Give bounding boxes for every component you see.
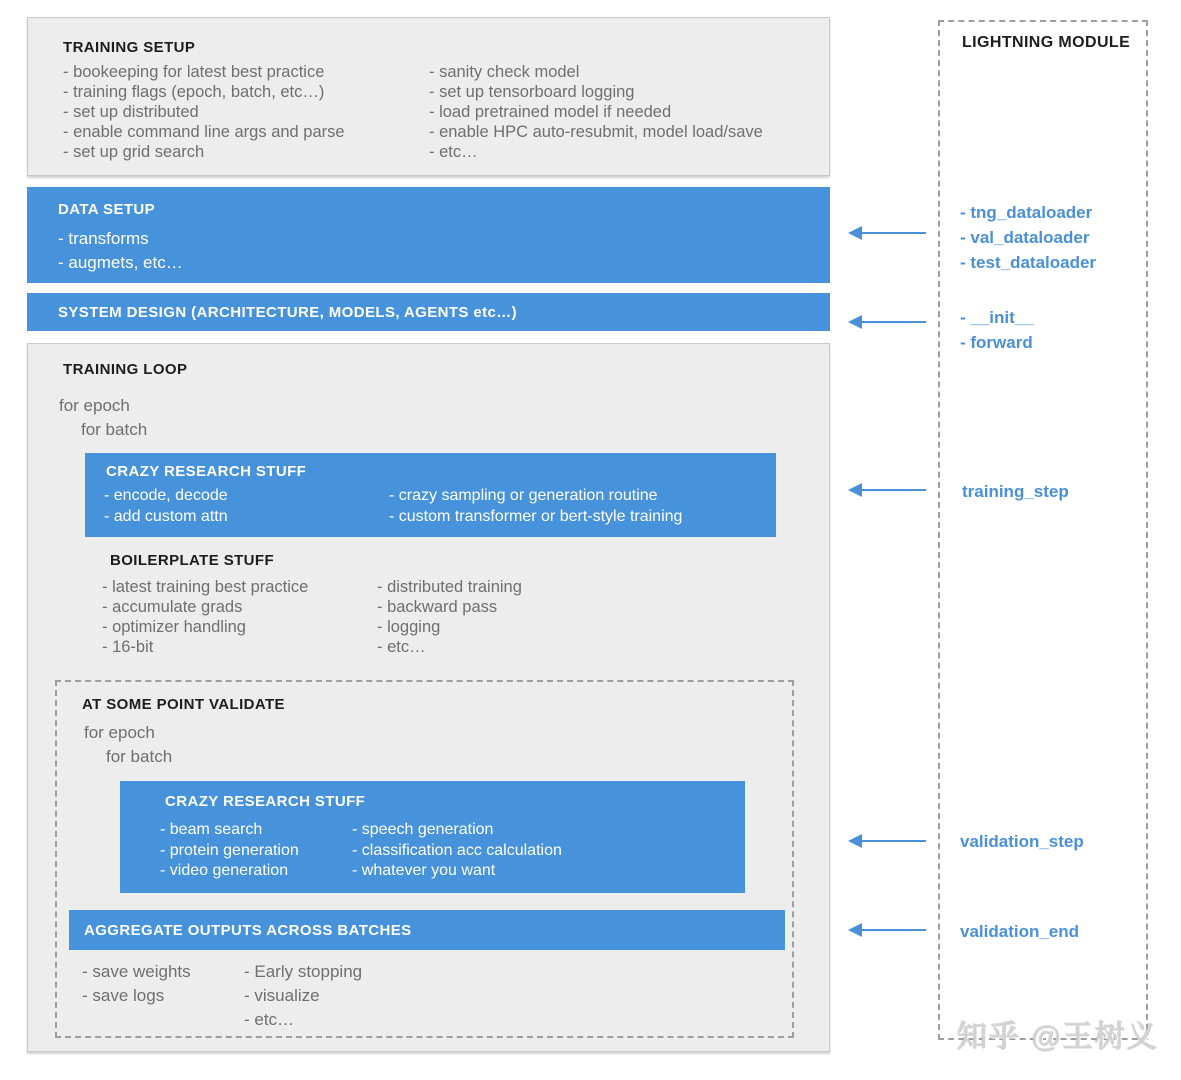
method-validation-end: validation_end [960,922,1080,941]
method-validation-step: validation_step [960,832,1084,851]
training-loop-box [27,343,830,1052]
aggregate-title: AGGREGATE OUTPUTS ACROSS BATCHES [84,922,412,939]
training-setup-box [27,17,830,176]
method-tng-dataloader: - tng_dataloader [960,203,1093,222]
method-init: - __init__ [960,308,1034,327]
arrow-shaft [857,489,926,491]
arrow-shaft [857,929,926,931]
crazy-research-2-title: CRAZY RESEARCH STUFF [165,793,366,810]
training-setup-title: TRAINING SETUP [63,39,196,56]
list-item: - etc… [377,638,426,656]
arrow-head-icon [848,226,862,240]
crazy-research-2-col1 [160,820,299,882]
list-item: - crazy sampling or generation routine [389,487,658,504]
arrow-shaft [857,321,926,323]
arrow-system-design [848,315,926,329]
data-setup-items [58,227,183,275]
lightning-module-title: LIGHTNING MODULE [962,34,1131,51]
arrow-training-step [848,483,926,497]
list-item: - beam search [160,821,263,838]
list-item: - visualize [244,986,320,1005]
arrow-shaft [857,232,926,234]
list-item: - protein generation [160,841,299,859]
arrow-validation-step [848,834,926,848]
list-item: - encode, decode [104,487,228,504]
boilerplate-title: BOILERPLATE STUFF [110,552,275,569]
list-item: - 16-bit [102,638,154,656]
list-item: - etc… [244,1010,295,1029]
list-item: - transforms [58,229,149,248]
arrow-validation-end [848,923,926,937]
list-item: - Early stopping [244,962,363,981]
list-item: - load pretrained model if needed [429,103,672,121]
validate-footer-col2 [244,960,362,1032]
list-item: - latest training best practice [102,578,309,596]
list-item: - set up tensorboard logging [429,83,635,101]
aggregate-bar [69,910,785,950]
list-item: - classification acc calculation [352,841,562,859]
crazy-research-1-col1 [104,486,228,527]
method-test-dataloader: - test_dataloader [960,253,1097,272]
validate-title: AT SOME POINT VALIDATE [82,696,285,713]
dataloader-methods [960,200,1096,275]
training-setup-col2 [429,62,763,162]
arrow-head-icon [848,315,862,329]
arrow-head-icon [848,923,862,937]
list-item: - training flags (epoch, batch, etc…) [63,83,325,101]
list-item: - set up grid search [63,143,205,161]
method-val-dataloader: - val_dataloader [960,228,1090,247]
list-item: - enable HPC auto-resubmit, model load/save [429,123,763,141]
validate-for-epoch-text: for epoch [84,723,155,742]
list-item: - distributed training [377,578,522,596]
for-batch-text: for batch [81,420,148,439]
list-item: - logging [377,618,441,636]
method-forward: - forward [960,333,1033,352]
training-loop-title: TRAINING LOOP [63,361,188,378]
arrow-head-icon [848,834,862,848]
list-item: - save logs [82,986,165,1005]
list-item: - custom transformer or bert-style training [389,507,683,525]
arrow-shaft [857,840,926,842]
list-item: - set up distributed [63,103,199,121]
lightning-module-panel [938,20,1148,1040]
crazy-research-box-1 [85,453,776,537]
list-item: - bookeeping for latest best practice [63,63,325,81]
crazy-research-2-col2 [352,820,562,882]
validate-for-batch-text: for batch [106,747,173,766]
system-design-title: SYSTEM DESIGN (ARCHITECTURE, MODELS, AGENTS etc…) [58,304,518,321]
list-item: - save weights [82,962,191,981]
training-setup-col1 [63,62,345,162]
watermark: 知乎 @王树义 [957,1021,1159,1054]
validate-box [55,680,794,1038]
list-item: - sanity check model [429,63,580,81]
system-design-bar [27,293,830,331]
list-item: - backward pass [377,598,498,616]
crazy-research-1-col2 [389,486,682,527]
list-item: - add custom attn [104,507,228,525]
list-item: - whatever you want [352,862,496,879]
list-item: - augmets, etc… [58,253,183,272]
list-item: - video generation [160,862,289,879]
list-item: - enable command line args and parse [63,123,345,141]
boilerplate-col1 [102,577,308,657]
list-item: - speech generation [352,821,494,838]
boilerplate-col2 [377,577,522,657]
list-item: - etc… [429,143,478,161]
data-setup-box [27,187,830,283]
arrow-data-setup [848,226,926,240]
validate-footer-col1 [82,960,191,1008]
method-training-step: training_step [962,482,1069,501]
crazy-research-box-2 [120,781,745,893]
list-item: - accumulate grads [102,598,243,616]
crazy-research-1-title: CRAZY RESEARCH STUFF [106,463,307,480]
arrow-head-icon [848,483,862,497]
list-item: - optimizer handling [102,618,246,636]
data-setup-title: DATA SETUP [58,201,156,218]
for-epoch-text: for epoch [59,396,130,415]
core-methods [960,305,1034,355]
